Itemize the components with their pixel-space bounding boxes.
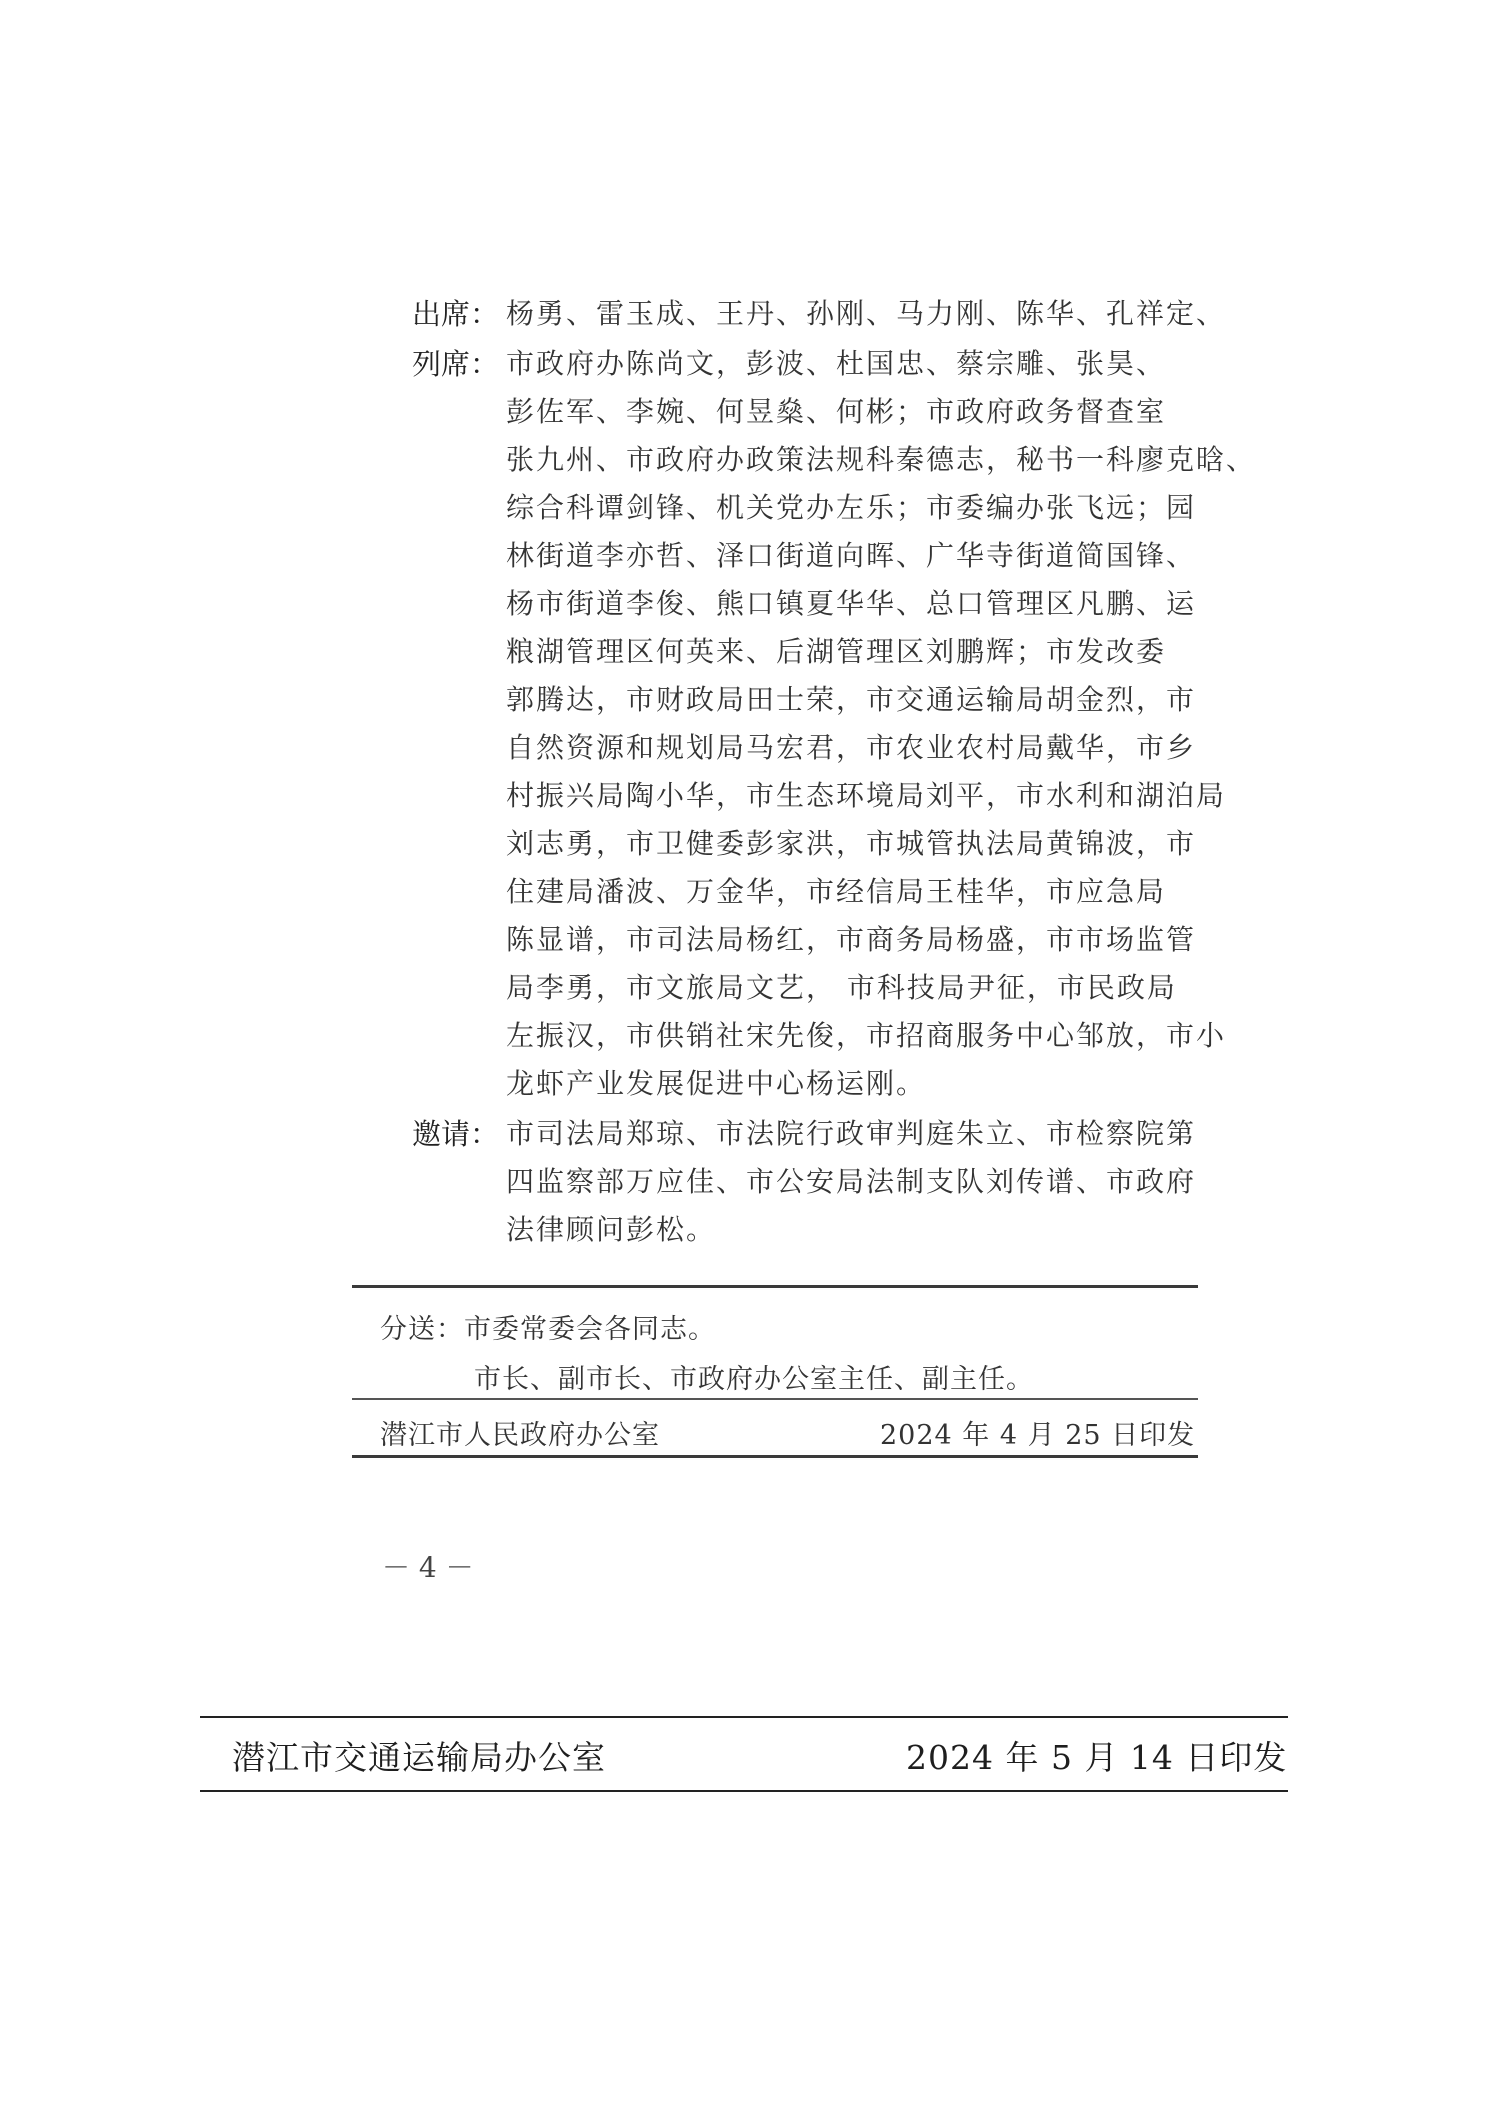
- divider: [352, 1455, 1198, 1458]
- text-line: 粮湖管理区何英来、后湖管理区刘鹏辉；市发改委: [506, 635, 1167, 668]
- text-line: 林街道李亦哲、泽口街道向晖、广华寺街道简国锋、: [506, 539, 1197, 572]
- invited-row: [412, 1110, 1202, 1254]
- cc-label: 分送：: [380, 1314, 464, 1345]
- text-line: 局李勇，市文旅局文艺， 市科技局尹征，市民政局: [506, 971, 1177, 1004]
- attending-label: 列席：: [412, 347, 500, 381]
- invited-label: 邀请：: [412, 1117, 500, 1151]
- present-list: [506, 290, 1226, 338]
- cc-recipients: 市委常委会各同志。: [464, 1314, 716, 1345]
- footer-issuer: 潜江市交通运输局办公室: [232, 1738, 606, 1777]
- text-line: 杨勇、雷玉成、王丹、孙刚、马力刚、陈华、孔祥定、: [506, 297, 1227, 330]
- attending-row: [412, 340, 1257, 1108]
- text-line: 张九州、市政府办政策法规科秦德志，秘书一科廖克晗、: [506, 443, 1257, 476]
- text-line: 自然资源和规划局马宏君，市农业农村局戴华，市乡: [506, 731, 1197, 764]
- text-line: 郭腾达，市财政局田士荣，市交通运输局胡金烈，市: [506, 683, 1197, 716]
- attendance-section: [412, 290, 1257, 1254]
- present-row: [412, 290, 1227, 338]
- text-line: 刘志勇，市卫健委彭家洪，市城管执法局黄锦波，市: [506, 827, 1197, 860]
- text-line: 彭佐军、李婉、何昱燊、何彬；市政府政务督查室: [506, 395, 1167, 428]
- distribution-box: [352, 1285, 1198, 1465]
- text-line: 龙虾产业发展促进中心杨运刚。: [506, 1067, 927, 1100]
- text-line: 四监察部万应佳、市公安局法制支队刘传谱、市政府: [506, 1165, 1197, 1198]
- text-line: 市司法局郑琼、市法院行政审判庭朱立、市检察院第: [506, 1117, 1197, 1150]
- divider: [200, 1790, 1288, 1792]
- divider: [352, 1398, 1198, 1400]
- text-line: 住建局潘波、万金华，市经信局王桂华，市应急局: [506, 875, 1167, 908]
- page-number: － 4 －: [382, 1551, 474, 1584]
- divider: [352, 1285, 1198, 1288]
- attending-list: [506, 340, 1256, 1108]
- text-line: 左振汉，市供销社宋先俊，市招商服务中心邹放，市小: [506, 1019, 1227, 1052]
- divider: [200, 1716, 1288, 1718]
- text-line: 村振兴局陶小华，市生态环境局刘平，市水利和湖泊局: [506, 779, 1227, 812]
- text-line: 杨市街道李俊、熊口镇夏华华、总口管理区凡鹏、运: [506, 587, 1197, 620]
- present-label: 出席：: [412, 297, 500, 331]
- text-line: 法律顾问彭松。: [506, 1213, 717, 1246]
- cc-line-1: [380, 1307, 716, 1346]
- text-line: 陈显谱，市司法局杨红，市商务局杨盛，市市场监管: [506, 923, 1197, 956]
- cc-line-2: 市长、副市长、市政府办公室主任、副主任。: [474, 1364, 1034, 1395]
- footer: [200, 1716, 1288, 1792]
- footer-issue-date: 2024 年 5 月 14 日印发: [906, 1738, 1288, 1777]
- inner-issuer: 潜江市人民政府办公室: [380, 1420, 660, 1451]
- inner-issue-date: 2024 年 4 月 25 日印发: [880, 1420, 1196, 1451]
- text-line: 综合科谭剑锋、机关党办左乐；市委编办张飞远；园: [506, 491, 1197, 524]
- text-line: 市政府办陈尚文，彭波、杜国忠、蔡宗雕、张昊、: [506, 347, 1167, 380]
- invited-list: [506, 1110, 1202, 1254]
